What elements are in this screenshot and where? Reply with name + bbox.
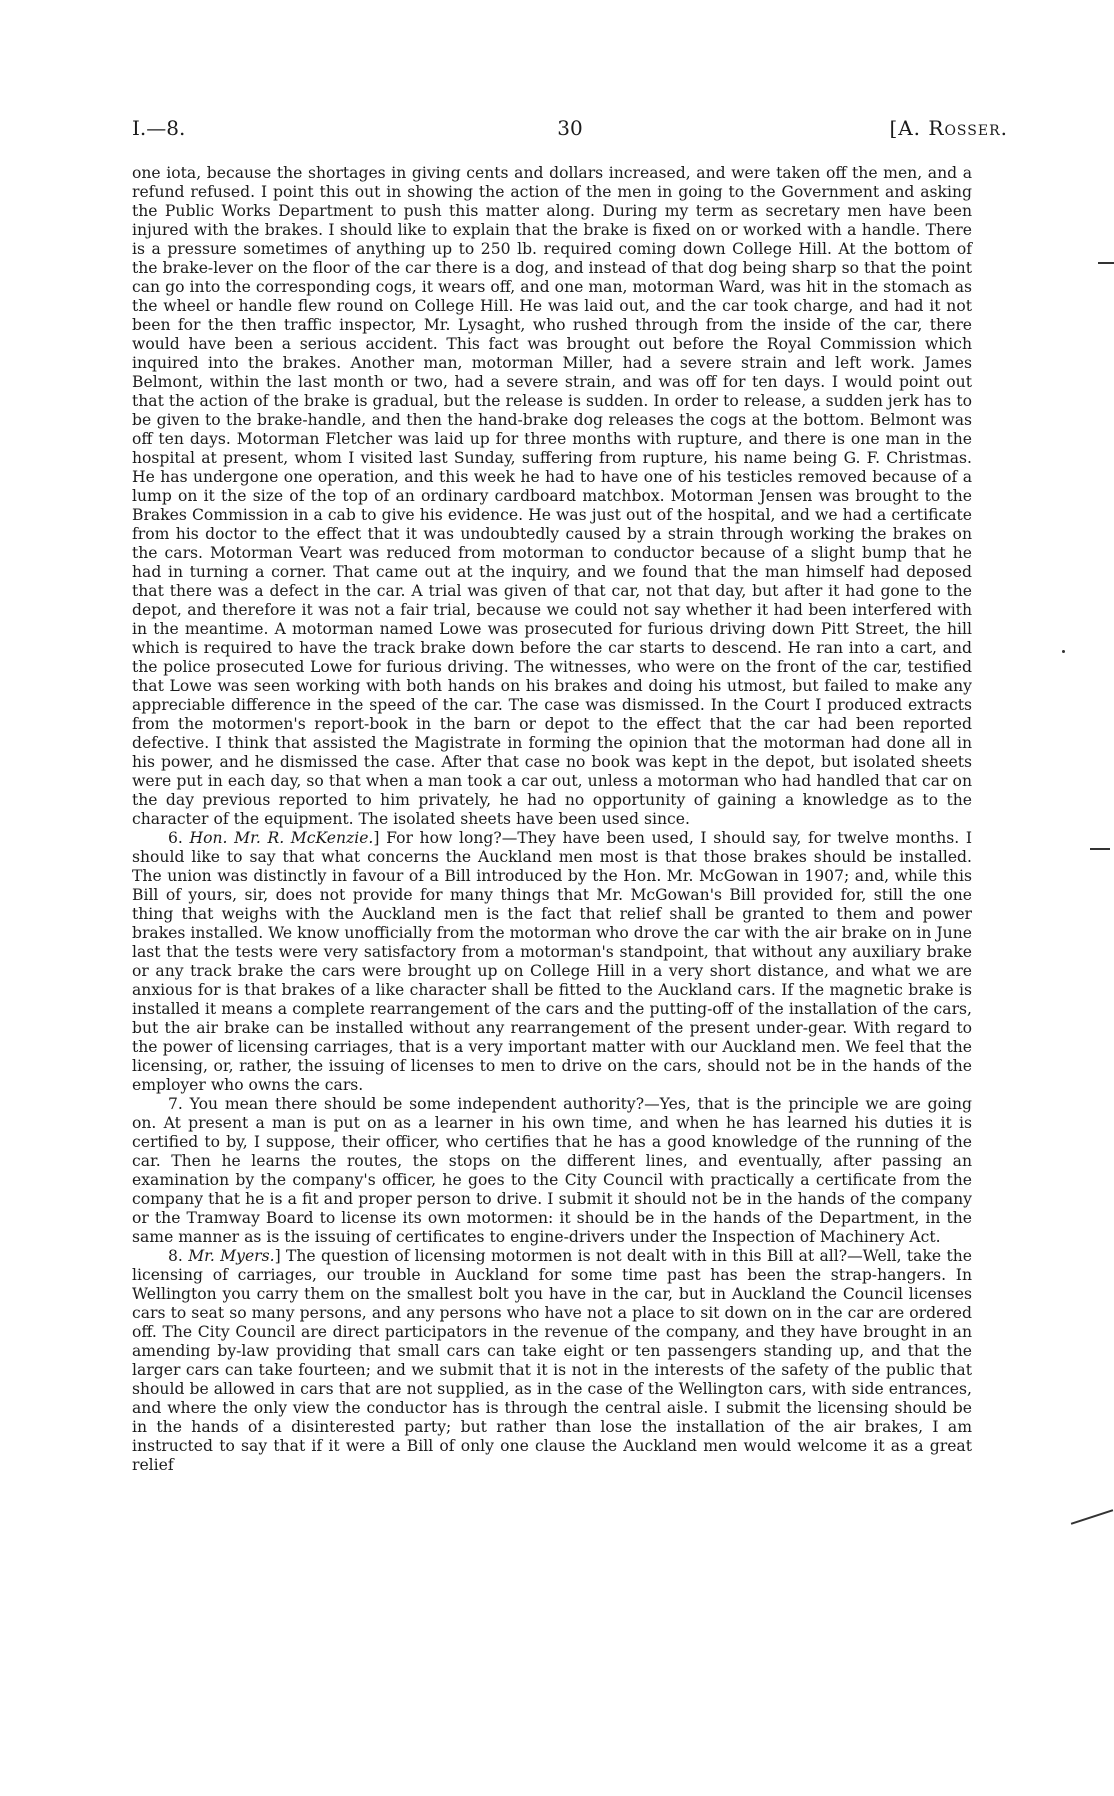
paragraph-1: [132, 164, 972, 829]
question-text: You mean there should be some independent authority?—Yes, that is the principle we are going on. At present a man is put on as a learner in his own time, and when he has learned his duties it is certified to by, I suppose, their officer, who certifies that he has a good knowledge of the running of the car. Then he learns the routes, the stops on the different lines, and eventually, after passing an examination by the company's officer, he goes to the City Council with practically a certificate from the company that he is a fit and proper person to drive. I submit it should not be in the hands of the company or the Tramway Board to license its own motormen: it should be in the hands of the Department, in the same manner as is the issuing of certificates to engine-drivers under the Inspection of Machinery Act.: [132, 1095, 972, 1246]
header-witness-name: [A. Rosser.: [889, 116, 1008, 140]
margin-mark: [1098, 262, 1114, 264]
question-number: 7.: [168, 1095, 183, 1113]
header-reference: I.—8.: [132, 116, 186, 140]
question-text: ] The question of licensing motormen is not dealt with in this Bill at all?—Well, take the licensing of carriages, our trouble in Auckland for some time past has been the strap-hangers. In Wellington you carry them on the smallest bolt you have in the car, but in Auckland the Council licenses cars to seat so many persons, and any persons who have not a place to sit down on in the car are ordered off. The City Council are direct participators in the revenue of the company, and they have brought in an amending by-law providing that small cars can take eight or ten passengers standing up, and that the larger cars can take fourteen; and we submit that it is not in the interests of the safety of the public that should be allowed in cars that are not supplied, as in the case of the Wellington cars, with side entrances, and where the only view the conductor has is through the central aisle. I submit the licensing should be in the hands of a disinterested party; but rather than lose the installation of the air brakes, I am instructed to say that if it were a Bill of only one clause the Auckland men would welcome it as a great relief: [132, 1247, 972, 1474]
paragraph-text: one iota, because the shortages in giving cents and dollars increased, and were taken off the men, and a refund refused. I point this out in showing the action of the men in going to the Government and asking the Public Works Department to push this matter along. During my term as secretary men have been injured with the brakes. I should like to explain that the brake is fixed on or worked with a handle. There is a pressure sometimes of anything up to 250 lb. required coming down College Hill. At the bottom of the brake-lever on the floor of the car there is a dog, and instead of that dog being sharp so that the point can go into the corresponding cogs, it wears off, and one man, motorman Ward, was hit in the stomach as the wheel or handle flew round on College Hill. He was laid out, and the car took charge, and had it not been for the then traffic inspector, Mr. Lysaght, who rushed through from the inside of the car, there would have been a serious accident. This fact was brought out before the Royal Commission which inquired into the brakes. Another man, motorman Miller, had a severe strain and left work. James Belmont, within the last month or two, had a severe strain, and was off for ten days. I would point out that the action of the brake is gradual, but the release is sudden. In order to release, a sudden jerk has to be given to the brake-handle, and then the hand-brake dog releases the cogs at the bottom. Belmont was off ten days. Motorman Fletcher was laid up for three months with rupture, and there is one man in the hospital at present, whom I visited last Sunday, suffering from rupture, his name being G. F. Christmas. He has undergone one operation, and this week he had to have one of his testicles removed because of a lump on it the size of the top of an ordinary cardboard matchbox. Motorman Jensen was brought to the Brakes Commission in a cab to give his evidence. He was just out of the hospital, and we had a certificate from his doctor to the effect that it was undoubtedly caused by a strain through working the brakes on the cars. Motorman Veart was reduced from motorman to conductor because of a slight bump that he had in turning a corner. That came out at the inquiry, and we found that the man himself had deposed that there was a defect in the car. A trial was given of that car, not that day, but after it had gone to the depot, and therefore it was not a fair trial, because we could not say whether it had been interfered with in the meantime. A motorman named Lowe was prosecuted for furious driving down Pitt Street, the hill which is required to have the track brake down before the car starts to descend. He ran into a cart, and the police prosecuted Lowe for furious driving. The witnesses, who were on the front of the car, testified that Lowe was seen working with both hands on his brakes and doing his utmost, but failed to make any appreciable difference in the speed of the car. The case was dismissed. In the Court I produced extracts from the motormen's report-book in the barn or depot to the effect that the car had been reported defective. I think that assisted the Magistrate in forming the opinion that the motorman had done all in his power, and he dismissed the case. After that case no book was kept in the depot, but isolated sheets were put in each day, so that when a man took a car out, unless a motorman who had handled that car on the day previous reported to him privately, he had no opportunity of gaining a knowledge as to the character of the equipment. The isolated sheets have been used since.: [132, 164, 972, 828]
question-6: [132, 829, 972, 1095]
question-speaker: Mr. Myers.: [188, 1247, 275, 1265]
margin-dot: [1062, 650, 1065, 653]
body-text: [132, 164, 972, 1475]
margin-stroke: [1071, 1509, 1113, 1524]
question-number: 6.: [168, 829, 183, 847]
margin-mark: [1090, 848, 1110, 850]
page-header: [132, 116, 1008, 146]
question-7: [132, 1095, 972, 1247]
question-8: [132, 1247, 972, 1475]
question-number: 8.: [168, 1247, 183, 1265]
question-text: ] For how long?—They have been used, I should say, for twelve months. I should like to say that what concerns the Auckland men most is that those brakes should be installed. The union was distinctly in favour of a Bill introduced by the Hon. Mr. McGowan in 1907; and, while this Bill of yours, sir, does not provide for many things that Mr. McGowan's Bill provided for, still the one thing that weighs with the Auckland men is the fact that relief shall be granted to them and power brakes installed. We know unofficially from the motorman who drove the car with the air brake on in June last that the tests were very satisfactory from a motorman's standpoint, that without any auxiliary brake or any track brake the cars were brought up on College Hill in a very short distance, and what we are anxious for is that brakes of a like character shall be fitted to the Auckland cars. If the magnetic brake is installed it means a complete rearrangement of the cars and the putting-off of the installation of the cars, but the air brake can be installed without any rearrangement of the present under-gear. With regard to the power of licensing carriages, that is a very important matter with our Auckland men. We feel that the licensing, or, rather, the issuing of licenses to men to drive on the cars, should not be in the hands of the employer who owns the cars.: [132, 829, 972, 1094]
page-number: 30: [557, 116, 583, 140]
question-speaker: Hon. Mr. R. McKenzie.: [189, 829, 374, 847]
